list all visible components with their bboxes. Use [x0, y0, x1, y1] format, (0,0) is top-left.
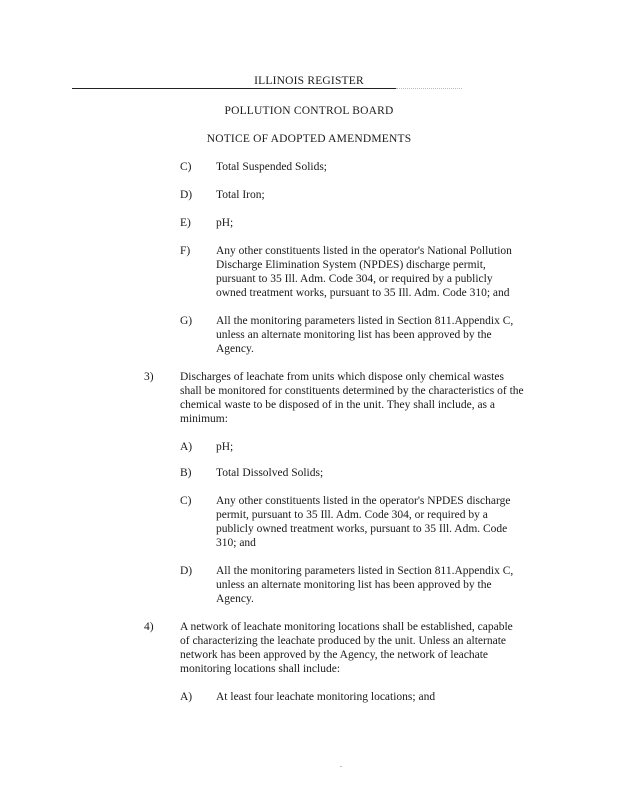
item-text: pH;	[216, 217, 234, 229]
item-label: F)	[180, 245, 191, 257]
item-line: Agency.	[216, 343, 254, 355]
notice-title: NOTICE OF ADOPTED AMENDMENTS	[206, 133, 412, 145]
item-label: 4)	[144, 621, 154, 633]
item-line: A network of leachate monitoring locations shall be established, capable	[180, 621, 513, 633]
item-line: Any other constituents listed in the operator's NPDES discharge	[216, 495, 511, 507]
item-line: unless an alternate monitoring list has been approved by the	[216, 329, 492, 341]
item-label: D)	[180, 189, 193, 201]
item-line: pursuant to 35 Ill. Adm. Code 304, or required by a publicly	[216, 273, 493, 285]
item-line: monitoring locations shall include:	[180, 663, 341, 675]
header-rule-dotted	[396, 88, 462, 89]
item-text: At least four leachate monitoring locations; and	[216, 691, 436, 703]
item-line: Discharges of leachate from units which dispose only chemical wastes	[180, 371, 504, 383]
item-text: pH;	[216, 441, 234, 453]
item-label: A)	[180, 441, 193, 453]
item-line: Discharge Elimination System (NPDES) discharge permit,	[216, 259, 486, 271]
item-label: B)	[180, 467, 192, 479]
item-label: D)	[180, 565, 193, 577]
item-text: Total Iron;	[216, 189, 265, 201]
item-line: shall be monitored for constituents determined by the characteristics of the	[180, 385, 524, 397]
footer-mark: .	[340, 760, 342, 769]
item-line: chemical waste to be disposed of in the unit. They shall include, as a	[180, 399, 495, 411]
item-line: permit, pursuant to 35 Ill. Adm. Code 304, or required by a	[216, 509, 488, 521]
item-line: Any other constituents listed in the operator's National Pollution	[216, 245, 512, 257]
item-label: E)	[180, 217, 191, 229]
item-line: unless an alternate monitoring list has been approved by the	[216, 579, 492, 591]
item-label: C)	[180, 161, 192, 173]
board-title: POLLUTION CONTROL BOARD	[224, 105, 394, 117]
item-label: C)	[180, 495, 192, 507]
item-line: publicly owned treatment works, pursuant to 35 Ill. Adm. Code	[216, 523, 508, 535]
item-line: minimum:	[180, 413, 228, 425]
item-text: Total Dissolved Solids;	[216, 467, 324, 479]
item-text: Total Suspended Solids;	[216, 161, 328, 173]
item-line: owned treatment works, pursuant to 35 Ill. Adm. Code 310; and	[216, 287, 510, 299]
register-title: ILLINOIS REGISTER	[254, 75, 364, 87]
item-label: G)	[180, 315, 193, 327]
item-line: All the monitoring parameters listed in Section 811.Appendix C,	[216, 565, 514, 577]
item-line: 310; and	[216, 537, 256, 549]
item-line: All the monitoring parameters listed in Section 811.Appendix C,	[216, 315, 514, 327]
item-label: 3)	[144, 371, 154, 383]
item-line: Agency.	[216, 593, 254, 605]
item-line: network has been approved by the Agency, the network of leachate	[180, 649, 489, 661]
item-line: of characterizing the leachate produced by the unit. Unless an alternate	[180, 635, 507, 647]
item-label: A)	[180, 691, 193, 703]
